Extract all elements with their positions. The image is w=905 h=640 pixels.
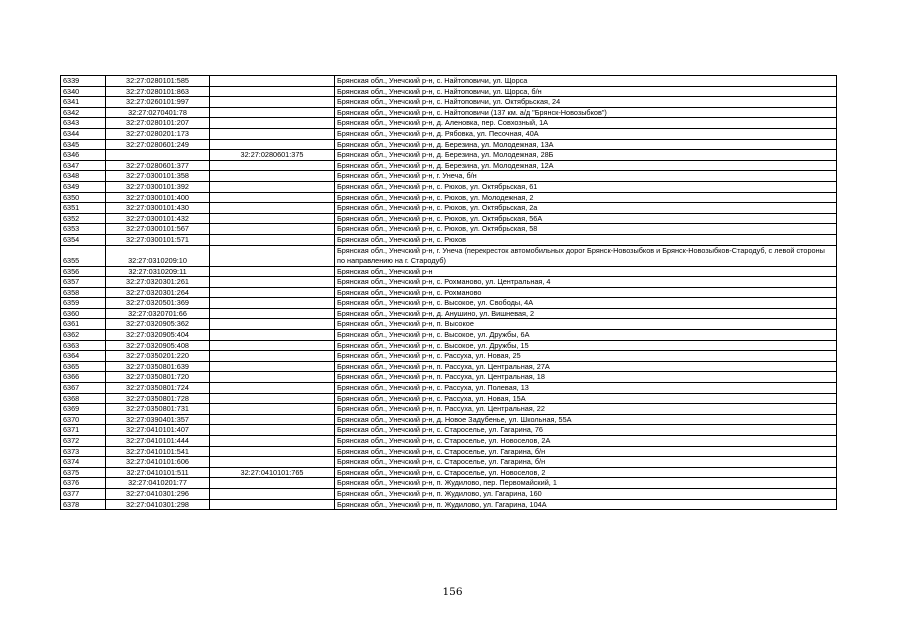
table-row	[61, 425, 837, 436]
cadastral-number-cell: 32:27:0300101:392	[106, 181, 210, 192]
cadastral-number-cell: 32:27:0300101:571	[106, 234, 210, 245]
cadastral-number-cell: 32:27:0320301:261	[106, 277, 210, 288]
row-number-cell: 6370	[61, 414, 106, 425]
address-cell: Брянская обл., Унечский р-н, с. Рюхов, ул. Октябрьская, 58	[335, 224, 837, 235]
address-cell: Брянская обл., Унечский р-н, с. Рюхов, ул. Октябрьская, 2а	[335, 203, 837, 214]
parent-cadastral-number-cell	[210, 86, 335, 97]
parent-cadastral-number-cell	[210, 139, 335, 150]
parent-cadastral-number-cell	[210, 181, 335, 192]
row-number-cell: 6348	[61, 171, 106, 182]
row-number-cell: 6346	[61, 150, 106, 161]
parent-cadastral-number-cell	[210, 224, 335, 235]
address-cell: Брянская обл., Унечский р-н, с. Рассуха, ул. Полевая, 13	[335, 383, 837, 394]
cadastral-number-cell: 32:27:0410301:296	[106, 488, 210, 499]
row-number-cell: 6344	[61, 128, 106, 139]
table-row	[61, 330, 837, 341]
address-cell: Брянская обл., Унечский р-н, д. Анушино, ул. Вишневая, 2	[335, 308, 837, 319]
cadastral-number-cell: 32:27:0350201:220	[106, 351, 210, 362]
table-row	[61, 192, 837, 203]
address-cell: Брянская обл., Унечский р-н, п. Рассуха, ул. Центральная, 22	[335, 404, 837, 415]
row-number-cell: 6374	[61, 457, 106, 468]
parent-cadastral-number-cell	[210, 414, 335, 425]
cadastral-number-cell: 32:27:0300101:567	[106, 224, 210, 235]
cadastral-number-cell: 32:27:0320905:408	[106, 340, 210, 351]
parent-cadastral-number-cell	[210, 203, 335, 214]
table-row	[61, 467, 837, 478]
address-cell: Брянская обл., Унечский р-н, п. Высокое	[335, 319, 837, 330]
address-cell: Брянская обл., Унечский р-н, с. Староселье, ул. Новоселов, 2	[335, 467, 837, 478]
parent-cadastral-number-cell	[210, 128, 335, 139]
parent-cadastral-number-cell	[210, 76, 335, 87]
parent-cadastral-number-cell: 32:27:0280601:375	[210, 150, 335, 161]
cadastral-number-cell: 32:27:0390401:357	[106, 414, 210, 425]
cadastral-number-cell: 32:27:0410101:606	[106, 457, 210, 468]
parent-cadastral-number-cell	[210, 393, 335, 404]
address-cell: Брянская обл., Унечский р-н, с. Найтоповичи, ул. Октябрьская, 24	[335, 97, 837, 108]
parent-cadastral-number-cell	[210, 107, 335, 118]
address-cell: Брянская обл., Унечский р-н, с. Рюхов, ул. Октябрьская, 56А	[335, 213, 837, 224]
row-number-cell: 6350	[61, 192, 106, 203]
row-number-cell: 6358	[61, 287, 106, 298]
page-number: 156	[442, 586, 463, 598]
parent-cadastral-number-cell	[210, 213, 335, 224]
table-row	[61, 150, 837, 161]
row-number-cell: 6351	[61, 203, 106, 214]
row-number-cell: 6356	[61, 266, 106, 277]
address-cell: Брянская обл., Унечский р-н, п. Рассуха, ул. Центральная, 27А	[335, 361, 837, 372]
cadastral-number-cell: 32:27:0410101:444	[106, 436, 210, 447]
row-number-cell: 6363	[61, 340, 106, 351]
cadastral-number-cell: 32:27:0280101:207	[106, 118, 210, 129]
cadastral-number-cell: 32:27:0280101:863	[106, 86, 210, 97]
table-row	[61, 118, 837, 129]
cadastral-number-cell: 32:27:0300101:430	[106, 203, 210, 214]
cadastral-number-cell: 32:27:0320301:264	[106, 287, 210, 298]
row-number-cell: 6360	[61, 308, 106, 319]
address-cell: Брянская обл., Унечский р-н, д. Березина, ул. Молодежная, 13А	[335, 139, 837, 150]
cadastral-number-cell: 32:27:0280601:377	[106, 160, 210, 171]
table-row	[61, 383, 837, 394]
address-cell: Брянская обл., Унечский р-н, с. Рохманово	[335, 287, 837, 298]
row-number-cell: 6354	[61, 234, 106, 245]
row-number-cell: 6366	[61, 372, 106, 383]
row-number-cell: 6377	[61, 488, 106, 499]
address-cell: Брянская обл., Унечский р-н, д. Березина, ул. Молодежная, 28Б	[335, 150, 837, 161]
table-row	[61, 287, 837, 298]
row-number-cell: 6371	[61, 425, 106, 436]
cadastral-number-cell: 32:27:0410201:77	[106, 478, 210, 489]
address-cell: Брянская обл., Унечский р-н, с. Староселье, ул. Гагарина, б/н	[335, 457, 837, 468]
cadastral-number-cell: 32:27:0410101:407	[106, 425, 210, 436]
table-row	[61, 128, 837, 139]
address-cell: Брянская обл., Унечский р-н, с. Рюхов, ул. Молодежная, 2	[335, 192, 837, 203]
table-row	[61, 97, 837, 108]
table-row	[61, 404, 837, 415]
cadastral-number-cell: 32:27:0320905:362	[106, 319, 210, 330]
address-cell: Брянская обл., Унечский р-н, г. Унеча (перекресток автомобильных дорог Брянск-Новозыбков и Брянск-Новозыбков-Стародуб, с левой стороны по направлению на г. Стародуб)	[335, 245, 837, 266]
table-row	[61, 372, 837, 383]
parent-cadastral-number-cell	[210, 351, 335, 362]
table-row	[61, 107, 837, 118]
table-row	[61, 245, 837, 266]
table-row	[61, 393, 837, 404]
cadastral-number-cell: 32:27:0350801:720	[106, 372, 210, 383]
cadastral-number-cell: 32:27:0350801:639	[106, 361, 210, 372]
address-cell: Брянская обл., Унечский р-н, с. Староселье, ул. Новоселов, 2А	[335, 436, 837, 447]
parent-cadastral-number-cell	[210, 245, 335, 266]
cadastral-number-cell: 32:27:0310209:10	[106, 245, 210, 266]
parent-cadastral-number-cell	[210, 372, 335, 383]
table-row	[61, 86, 837, 97]
cadastral-number-cell: 32:27:0350801:728	[106, 393, 210, 404]
parent-cadastral-number-cell	[210, 446, 335, 457]
registry-table	[60, 75, 837, 510]
row-number-cell: 6368	[61, 393, 106, 404]
table-row	[61, 340, 837, 351]
address-cell: Брянская обл., Унечский р-н, г. Унеча, б/н	[335, 171, 837, 182]
address-cell: Брянская обл., Унечский р-н, п. Жудилово, пер. Первомайский, 1	[335, 478, 837, 489]
row-number-cell: 6342	[61, 107, 106, 118]
parent-cadastral-number-cell	[210, 436, 335, 447]
address-cell: Брянская обл., Унечский р-н, с. Рохманово, ул. Центральная, 4	[335, 277, 837, 288]
row-number-cell: 6369	[61, 404, 106, 415]
table-row	[61, 171, 837, 182]
cadastral-number-cell: 32:27:0260101:997	[106, 97, 210, 108]
address-cell: Брянская обл., Унечский р-н, с. Найтоповичи, ул. Щорса, б/н	[335, 86, 837, 97]
row-number-cell: 6352	[61, 213, 106, 224]
address-cell: Брянская обл., Унечский р-н, с. Высокое, ул. Дружбы, 6А	[335, 330, 837, 341]
parent-cadastral-number-cell	[210, 330, 335, 341]
row-number-cell: 6362	[61, 330, 106, 341]
row-number-cell: 6349	[61, 181, 106, 192]
table-row	[61, 160, 837, 171]
address-cell: Брянская обл., Унечский р-н, д. Новое Задубенье, ул. Школьная, 55А	[335, 414, 837, 425]
address-cell: Брянская обл., Унечский р-н, п. Рассуха, ул. Центральная, 18	[335, 372, 837, 383]
cadastral-number-cell: 32:27:0280201:173	[106, 128, 210, 139]
parent-cadastral-number-cell	[210, 308, 335, 319]
address-cell: Брянская обл., Унечский р-н, с. Рюхов	[335, 234, 837, 245]
cadastral-number-cell: 32:27:0320905:404	[106, 330, 210, 341]
table-row	[61, 76, 837, 87]
address-cell: Брянская обл., Унечский р-н, с. Рюхов, ул. Октябрьская, 61	[335, 181, 837, 192]
parent-cadastral-number-cell	[210, 234, 335, 245]
row-number-cell: 6365	[61, 361, 106, 372]
table-row	[61, 308, 837, 319]
row-number-cell: 6359	[61, 298, 106, 309]
table-row	[61, 499, 837, 510]
address-cell: Брянская обл., Унечский р-н, д. Березина, ул. Молодежная, 12А	[335, 160, 837, 171]
cadastral-number-cell	[106, 150, 210, 161]
row-number-cell: 6340	[61, 86, 106, 97]
row-number-cell: 6364	[61, 351, 106, 362]
address-cell: Брянская обл., Унечский р-н, п. Жудилово, ул. Гагарина, 160	[335, 488, 837, 499]
cadastral-number-cell: 32:27:0320701:66	[106, 308, 210, 319]
table-row	[61, 224, 837, 235]
table-row	[61, 213, 837, 224]
address-cell: Брянская обл., Унечский р-н, с. Рассуха, ул. Новая, 15А	[335, 393, 837, 404]
cadastral-number-cell: 32:27:0350801:731	[106, 404, 210, 415]
parent-cadastral-number-cell	[210, 277, 335, 288]
cadastral-number-cell: 32:27:0310209:11	[106, 266, 210, 277]
row-number-cell: 6357	[61, 277, 106, 288]
table-row	[61, 181, 837, 192]
row-number-cell: 6345	[61, 139, 106, 150]
parent-cadastral-number-cell	[210, 499, 335, 510]
address-cell: Брянская обл., Унечский р-н, с. Найтоповичи, ул. Щорса	[335, 76, 837, 87]
table-row	[61, 266, 837, 277]
row-number-cell: 6339	[61, 76, 106, 87]
table-row	[61, 436, 837, 447]
table-row	[61, 361, 837, 372]
table-row	[61, 277, 837, 288]
table-row	[61, 457, 837, 468]
parent-cadastral-number-cell	[210, 404, 335, 415]
cadastral-number-cell: 32:27:0410101:541	[106, 446, 210, 457]
parent-cadastral-number-cell	[210, 340, 335, 351]
parent-cadastral-number-cell	[210, 118, 335, 129]
row-number-cell: 6355	[61, 245, 106, 266]
parent-cadastral-number-cell	[210, 287, 335, 298]
row-number-cell: 6373	[61, 446, 106, 457]
parent-cadastral-number-cell	[210, 160, 335, 171]
cadastral-number-cell: 32:27:0410101:511	[106, 467, 210, 478]
cadastral-number-cell: 32:27:0410301:298	[106, 499, 210, 510]
address-cell: Брянская обл., Унечский р-н, с. Рассуха, ул. Новая, 25	[335, 351, 837, 362]
row-number-cell: 6361	[61, 319, 106, 330]
table-row	[61, 203, 837, 214]
row-number-cell: 6378	[61, 499, 106, 510]
row-number-cell: 6375	[61, 467, 106, 478]
cadastral-number-cell: 32:27:0280601:249	[106, 139, 210, 150]
parent-cadastral-number-cell	[210, 488, 335, 499]
parent-cadastral-number-cell	[210, 192, 335, 203]
address-cell: Брянская обл., Унечский р-н, д. Рябовка, ул. Песочная, 40А	[335, 128, 837, 139]
parent-cadastral-number-cell	[210, 478, 335, 489]
parent-cadastral-number-cell	[210, 425, 335, 436]
row-number-cell: 6353	[61, 224, 106, 235]
address-cell: Брянская обл., Унечский р-н, с. Найтоповичи (137 км. а/д "Брянск-Новозыбков")	[335, 107, 837, 118]
address-cell: Брянская обл., Унечский р-н, п. Жудилово, ул. Гагарина, 104А	[335, 499, 837, 510]
parent-cadastral-number-cell	[210, 457, 335, 468]
parent-cadastral-number-cell: 32:27:0410101:765	[210, 467, 335, 478]
parent-cadastral-number-cell	[210, 319, 335, 330]
table-row	[61, 319, 837, 330]
address-cell: Брянская обл., Унечский р-н, с. Высокое, ул. Свободы, 4А	[335, 298, 837, 309]
address-cell: Брянская обл., Унечский р-н, с. Староселье, ул. Гагарина, б/н	[335, 446, 837, 457]
table-row	[61, 446, 837, 457]
row-number-cell: 6376	[61, 478, 106, 489]
row-number-cell: 6343	[61, 118, 106, 129]
table-row	[61, 351, 837, 362]
parent-cadastral-number-cell	[210, 266, 335, 277]
address-cell: Брянская обл., Унечский р-н	[335, 266, 837, 277]
table-row	[61, 414, 837, 425]
parent-cadastral-number-cell	[210, 298, 335, 309]
row-number-cell: 6341	[61, 97, 106, 108]
parent-cadastral-number-cell	[210, 171, 335, 182]
cadastral-number-cell: 32:27:0320501:369	[106, 298, 210, 309]
registry-table-body	[61, 76, 837, 510]
row-number-cell: 6372	[61, 436, 106, 447]
cadastral-number-cell: 32:27:0300101:358	[106, 171, 210, 182]
parent-cadastral-number-cell	[210, 97, 335, 108]
cadastral-number-cell: 32:27:0300101:400	[106, 192, 210, 203]
address-cell: Брянская обл., Унечский р-н, с. Высокое, ул. Дружбы, 15	[335, 340, 837, 351]
table-row	[61, 478, 837, 489]
cadastral-number-cell: 32:27:0350801:724	[106, 383, 210, 394]
parent-cadastral-number-cell	[210, 361, 335, 372]
row-number-cell: 6367	[61, 383, 106, 394]
cadastral-number-cell: 32:27:0280101:585	[106, 76, 210, 87]
address-cell: Брянская обл., Унечский р-н, д. Аленовка, пер. Совхозный, 1А	[335, 118, 837, 129]
table-row	[61, 139, 837, 150]
cadastral-number-cell: 32:27:0270401:78	[106, 107, 210, 118]
parent-cadastral-number-cell	[210, 383, 335, 394]
cadastral-number-cell: 32:27:0300101:432	[106, 213, 210, 224]
table-row	[61, 488, 837, 499]
address-cell: Брянская обл., Унечский р-н, с. Староселье, ул. Гагарина, 76	[335, 425, 837, 436]
row-number-cell: 6347	[61, 160, 106, 171]
table-row	[61, 234, 837, 245]
table-row	[61, 298, 837, 309]
